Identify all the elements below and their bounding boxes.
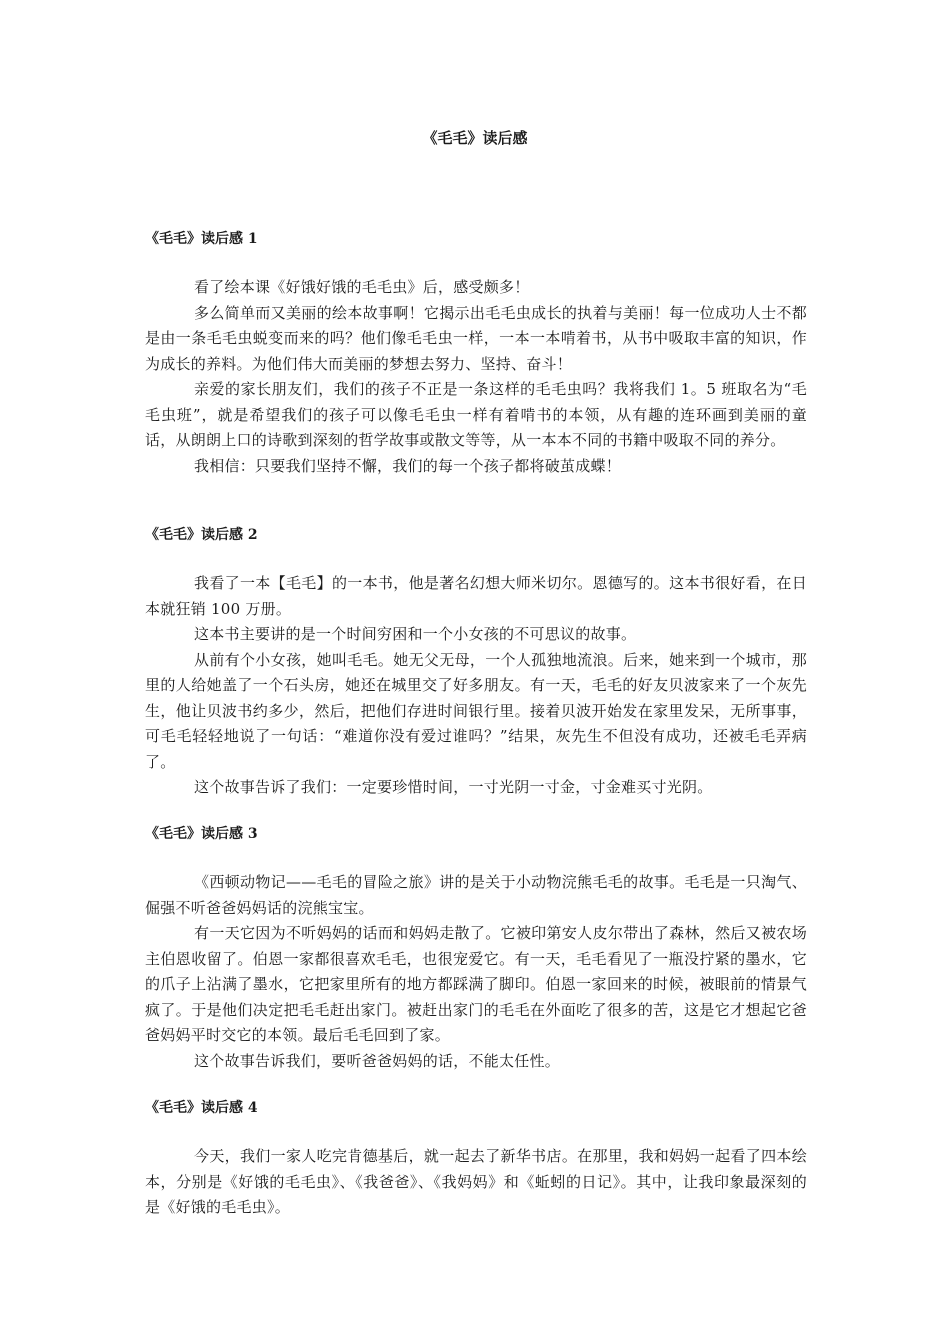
paragraph: 从前有个小女孩，她叫毛毛。她无父无母，一个人孤独地流浪。后来，她来到一个城市，那里的人给她盖了一个石头房，她还在城里交了好多朋友。有一天，毛毛的好友贝波家来了一个灰先生，他让贝波书约多少，然后，把他们存进时间银行里。接着贝波开始发在家里发呆，无所事事，可毛毛轻轻地说了一句话：“难道你没有爱过谁吗？”结果，灰先生不但没有成功，还被毛毛弄病了。 bbox=[145, 650, 807, 771]
section-heading-3: 《毛毛》读后感 3 bbox=[145, 826, 258, 842]
section-body-2 bbox=[145, 571, 807, 801]
paragraph: 有一天它因为不听妈妈的话而和妈妈走散了。它被印第安人皮尔带出了森林，然后又被农场主伯恩收留了。伯恩一家都很喜欢毛毛，也很宠爱它。有一天，毛毛看见了一瓶没拧紧的墨水，它的爪子上沾满了墨水，它把家里所有的地方都踩满了脚印。伯恩一家回来的时候，被眼前的情景气疯了。于是他们决定把毛毛赶出家门。被赶出家门的毛毛在外面吃了很多的苦，这是它才想起它爸爸妈妈平时交它的本领。最后毛毛回到了家。 bbox=[145, 924, 807, 1044]
paragraph: 我相信：只要我们坚持不懈，我们的每一个孩子都将破茧成蝶！ bbox=[194, 456, 622, 475]
section-heading-4: 《毛毛》读后感 4 bbox=[145, 1100, 258, 1116]
paragraph: 多么简单而又美丽的绘本故事啊！它揭示出毛毛虫成长的执着与美丽！每一位成功人士不都是由一条毛毛虫蜕变而来的吗？他们像毛毛虫一样，一本一本啃着书，从书中吸取丰富的知识，作为成长的养料。为他们伟大而美丽的梦想去努力、坚持、奋斗！ bbox=[145, 303, 807, 373]
paragraph: 这个故事告诉了我们：一定要珍惜时间，一寸光阴一寸金，寸金难买寸光阴。 bbox=[194, 778, 713, 796]
paragraph: 这个故事告诉我们，要听爸爸妈妈的话，不能太任性。 bbox=[194, 1051, 561, 1070]
section-body-1 bbox=[145, 275, 807, 479]
paragraph: 《西顿动物记——毛毛的冒险之旅》讲的是关于小动物浣熊毛毛的故事。毛毛是一只淘气、倔强不听爸爸妈妈话的浣熊宝宝。 bbox=[145, 873, 807, 917]
section-body-3 bbox=[145, 870, 807, 1074]
paragraph: 这本书主要讲的是一个时间穷困和一个小女孩的不可思议的故事。 bbox=[194, 625, 637, 643]
section-heading-1: 《毛毛》读后感 1 bbox=[145, 231, 258, 247]
paragraph: 今天，我们一家人吃完肯德基后，就一起去了新华书店。在那里，我和妈妈一起看了四本绘本，分别是《好饿的毛毛虫》、《我爸爸》、《我妈妈》和《蚯蚓的日记》。其中，让我印象最深刻的是《好饿的毛毛虫》。 bbox=[145, 1147, 807, 1216]
section-heading-2: 《毛毛》读后感 2 bbox=[145, 527, 258, 543]
section-body-4 bbox=[145, 1144, 807, 1221]
paragraph: 看了绘本课《好饿好饿的毛毛虫》后，感受颇多！ bbox=[194, 278, 530, 296]
paragraph: 亲爱的家长朋友们，我们的孩子不正是一条这样的毛毛虫吗？我将我们 1。5 班取名为“毛毛虫班”，就是希望我们的孩子可以像毛毛虫一样有着啃书的本领，从有趣的连环画到美丽的童话，从朗朗上口的诗歌到深刻的哲学故事或散文等等，从一本本不同的书籍中吸取不同的养分。 bbox=[145, 380, 807, 449]
paragraph: 我看了一本【毛毛】的一本书，他是著名幻想大师米切尔。恩德写的。这本书很好看，在日本就狂销 100 万册。 bbox=[145, 574, 807, 618]
document-title: 《毛毛》读后感 bbox=[422, 129, 528, 147]
